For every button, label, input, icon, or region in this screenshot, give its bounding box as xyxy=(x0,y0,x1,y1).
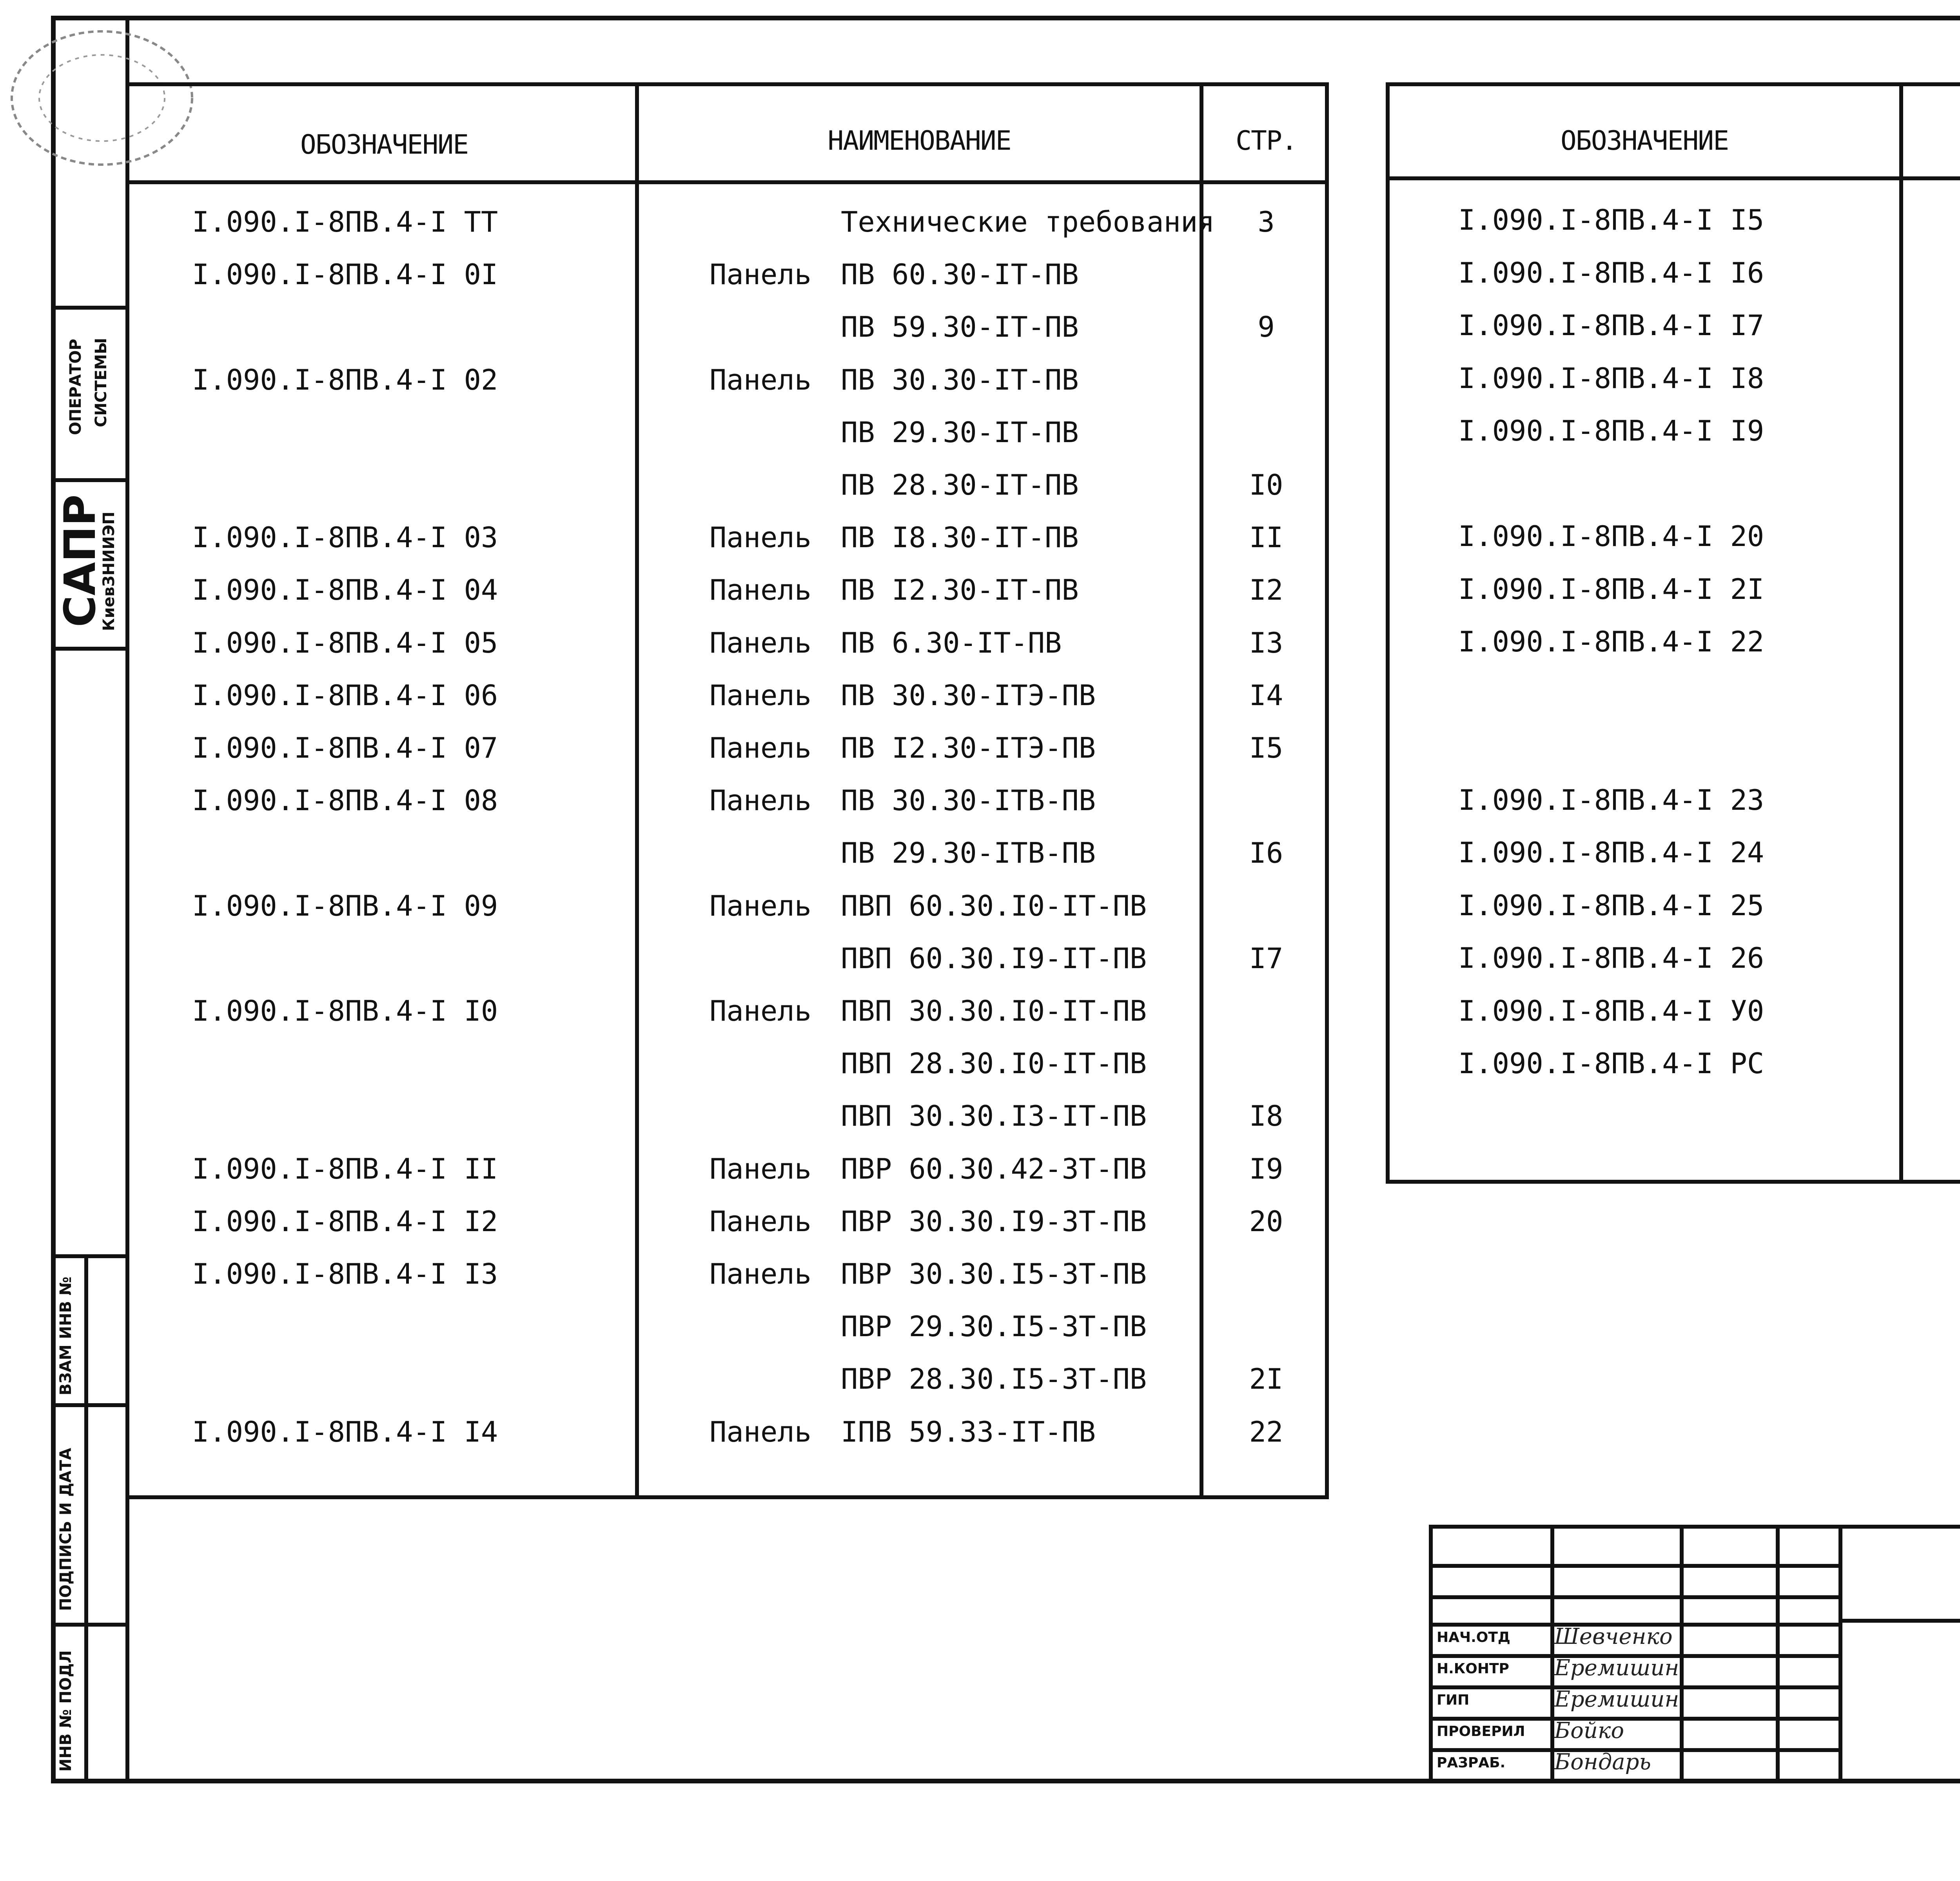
row-name: ПВР 30.30.I9-3Т-ПВ xyxy=(841,1205,1147,1238)
row-designation: I.090.I-8ПВ.4-I 23 xyxy=(1458,784,1764,816)
sig-row-line xyxy=(1429,1595,1838,1599)
role-label: ПРОВЕРИЛ xyxy=(1437,1723,1525,1740)
sig-row-line xyxy=(1429,1717,1838,1721)
role-label: РАЗРАБ. xyxy=(1437,1755,1506,1771)
row-designation: I.090.I-8ПВ.4-I 0I xyxy=(192,258,498,291)
row-name: ПВР 29.30.I5-3Т-ПВ xyxy=(841,1310,1147,1343)
row-designation: I.090.I-8ПВ.4-I I6 xyxy=(1458,256,1764,289)
title-divider xyxy=(1838,1619,1960,1623)
row-designation: I.090.I-8ПВ.4-I I4 xyxy=(192,1415,498,1448)
row-name: ПВ 30.30-IТ-ПВ xyxy=(841,363,1079,396)
row-name: ПВ 59.30-IТ-ПВ xyxy=(841,310,1079,343)
strip-divider xyxy=(51,1403,129,1407)
role-signature-name: Бойко xyxy=(1554,1718,1624,1743)
sig-col-line xyxy=(1838,1525,1842,1783)
strip-divider xyxy=(51,1623,129,1627)
row-name: ПВП 30.30.I0-IТ-ПВ xyxy=(841,994,1147,1027)
row-designation: I.090.I-8ПВ.4-I I9 xyxy=(1458,414,1764,447)
row-name: ПВП 28.30.I0-IТ-ПВ xyxy=(841,1047,1147,1080)
row-name: ПВР 28.30.I5-3Т-ПВ xyxy=(841,1362,1147,1395)
row-prefix: Панель xyxy=(710,1205,812,1238)
strip-divider xyxy=(51,1254,129,1258)
row-prefix: Панель xyxy=(710,1152,812,1185)
row-page: 2I xyxy=(1249,1362,1283,1395)
row-designation: I.090.I-8ПВ.4-I 04 xyxy=(192,573,498,606)
row-designation: I.090.I-8ПВ.4-I I0 xyxy=(192,994,498,1027)
role-label: НАЧ.ОТД xyxy=(1437,1629,1510,1645)
row-prefix: Панель xyxy=(710,573,812,606)
row-page: I2 xyxy=(1249,573,1283,606)
row-name: ПВ 30.30-IТВ-ПВ xyxy=(841,784,1096,817)
row-page: I7 xyxy=(1249,942,1283,975)
row-page: 20 xyxy=(1249,1205,1283,1238)
left-header-name: НАИМЕНОВАНИЕ xyxy=(828,125,1011,156)
row-name: ПВ 6.30-IТ-ПВ xyxy=(841,626,1062,659)
row-name: ПВ 30.30-IТЭ-ПВ xyxy=(841,679,1096,712)
row-name: ПВ 29.30-IТ-ПВ xyxy=(841,416,1079,449)
right-table-col-line xyxy=(1899,82,1903,1184)
row-name: ПВП 60.30.I9-IТ-ПВ xyxy=(841,942,1147,975)
row-page: I9 xyxy=(1249,1152,1283,1185)
row-designation: I.090.I-8ПВ.4-I У0 xyxy=(1458,994,1764,1027)
strip-divider xyxy=(51,647,129,651)
row-prefix: Панель xyxy=(710,889,812,922)
role-signature-name: Шевченко xyxy=(1554,1624,1673,1649)
document-title xyxy=(1842,1685,1960,1718)
row-name: ПВ I2.30-IТ-ПВ xyxy=(841,573,1079,606)
row-page: I8 xyxy=(1249,1099,1283,1132)
row-name: IПВ 59.33-IТ-ПВ xyxy=(841,1415,1096,1448)
row-prefix: Панель xyxy=(710,626,812,659)
row-prefix: Панель xyxy=(710,1415,812,1448)
row-designation: I.090.I-8ПВ.4-I I3 xyxy=(192,1257,498,1290)
row-prefix: Панель xyxy=(710,1257,812,1290)
row-name: ПВ 60.30-IТ-ПВ xyxy=(841,258,1079,291)
row-designation: I.090.I-8ПВ.4-I 07 xyxy=(192,731,498,764)
row-prefix: Панель xyxy=(710,994,812,1027)
row-name: ПВ I8.30-IТ-ПВ xyxy=(841,521,1079,554)
role-signature-name: Еремишин xyxy=(1554,1655,1679,1681)
left-header-page: СТР. xyxy=(1236,125,1297,156)
inv-podl-label: ИНВ № ПОДЛ xyxy=(57,1650,75,1772)
row-name: Технические требования xyxy=(841,205,1215,238)
row-name: ПВП 30.30.I3-IТ-ПВ xyxy=(841,1099,1147,1132)
row-designation: I.090.I-8ПВ.4-I 26 xyxy=(1458,941,1764,974)
right-table-header-line xyxy=(1386,176,1960,180)
row-prefix: Панель xyxy=(710,363,812,396)
row-page: 3 xyxy=(1258,205,1275,238)
row-designation: I.090.I-8ПВ.4-I I5 xyxy=(1458,203,1764,236)
row-page: I3 xyxy=(1249,626,1283,659)
row-designation: I.090.I-8ПВ.4-I I7 xyxy=(1458,309,1764,342)
row-name: ПВП 60.30.I0-IТ-ПВ xyxy=(841,889,1147,922)
role-signature-name: Еремишин xyxy=(1554,1687,1679,1712)
row-designation: I.090.I-8ПВ.4-I 09 xyxy=(192,889,498,922)
row-page: I6 xyxy=(1249,836,1283,869)
row-designation: I.090.I-8ПВ.4-I РС xyxy=(1458,1047,1764,1080)
system-label: СИСТЕМЫ xyxy=(92,337,110,427)
row-designation: I.090.I-8ПВ.4-I 08 xyxy=(192,784,498,817)
sapr-label: САПР xyxy=(55,494,105,627)
row-designation: I.090.I-8ПВ.4-I 05 xyxy=(192,626,498,659)
row-designation: I.090.I-8ПВ.4-I 06 xyxy=(192,679,498,712)
operator-label: ОПЕРАТОР xyxy=(67,339,85,435)
right-header-name xyxy=(1903,125,1960,156)
row-designation: I.090.I-8ПВ.4-I 20 xyxy=(1458,520,1764,553)
row-name: ПВР 60.30.42-3Т-ПВ xyxy=(841,1152,1147,1185)
strip-divider xyxy=(51,306,129,310)
left-table-col-line xyxy=(1200,82,1203,1499)
row-prefix: Панель xyxy=(710,679,812,712)
row-prefix: Панель xyxy=(710,784,812,817)
row-designation: I.090.I-8ПВ.4-I 03 xyxy=(192,521,498,554)
role-label: Н.КОНТР xyxy=(1437,1661,1509,1677)
sapr-org-label: КиевЗНИИЭП xyxy=(100,512,118,631)
role-label: ГИП xyxy=(1437,1692,1470,1708)
row-name: ПВ 28.30-IТ-ПВ xyxy=(841,468,1079,501)
row-page: 9 xyxy=(1258,310,1275,343)
row-designation: I.090.I-8ПВ.4-I 22 xyxy=(1458,625,1764,658)
row-prefix: Панель xyxy=(710,258,812,291)
row-designation: I.090.I-8ПВ.4-I I8 xyxy=(1458,362,1764,395)
vzam-label: ВЗАМ ИНВ № xyxy=(57,1276,75,1395)
sig-row-line xyxy=(1429,1564,1838,1568)
left-header-designation: ОБОЗНАЧЕНИЕ xyxy=(300,129,468,160)
row-prefix: Панель xyxy=(710,521,812,554)
row-name: ПВР 30.30.I5-3Т-ПВ xyxy=(841,1257,1147,1290)
podpis-label: ПОДПИСЬ И ДАТА xyxy=(57,1447,75,1611)
row-designation: I.090.I-8ПВ.4-I 25 xyxy=(1458,889,1764,922)
row-designation: I.090.I-8ПВ.4-I ТТ xyxy=(192,205,498,238)
right-header-designation: ОБОЗНАЧЕНИЕ xyxy=(1560,125,1729,156)
row-page: I4 xyxy=(1249,679,1283,712)
row-designation: I.090.I-8ПВ.4-I I2 xyxy=(192,1205,498,1238)
left-table-col-line xyxy=(635,82,639,1499)
row-designation: I.090.I-8ПВ.4-I 24 xyxy=(1458,836,1764,869)
row-name: ПВ 29.30-IТВ-ПВ xyxy=(841,836,1096,869)
strip-divider xyxy=(51,478,129,482)
row-name: ПВ I2.30-IТЭ-ПВ xyxy=(841,731,1096,764)
row-designation: I.090.I-8ПВ.4-I 02 xyxy=(192,363,498,396)
strip-inner-line xyxy=(84,1254,88,1783)
document-code xyxy=(1842,1558,1960,1593)
row-page: 22 xyxy=(1249,1415,1283,1448)
row-page: I0 xyxy=(1249,468,1283,501)
row-page: I5 xyxy=(1249,731,1283,764)
row-designation: I.090.I-8ПВ.4-I 2I xyxy=(1458,573,1764,606)
row-designation: I.090.I-8ПВ.4-I II xyxy=(192,1152,498,1185)
left-table-header-line xyxy=(129,180,1329,184)
role-signature-name: Бондарь xyxy=(1554,1749,1651,1775)
row-page: II xyxy=(1249,521,1283,554)
row-prefix: Панель xyxy=(710,731,812,764)
